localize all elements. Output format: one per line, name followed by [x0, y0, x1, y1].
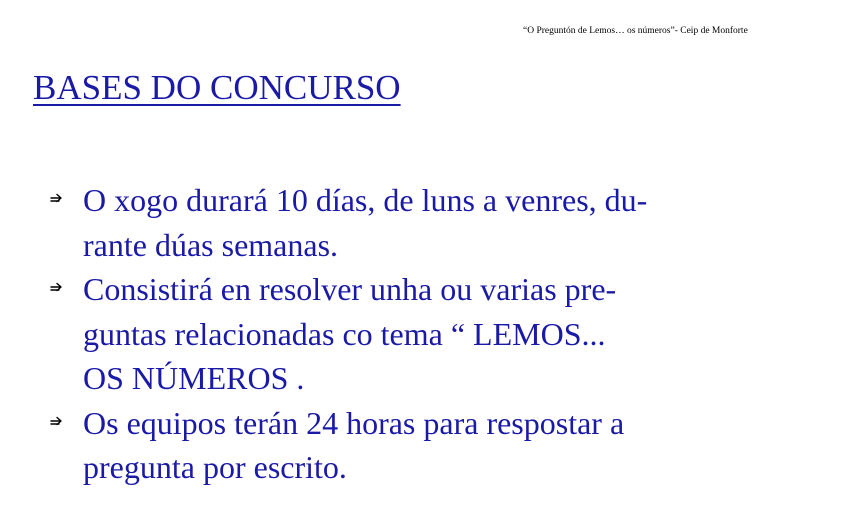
rule-text-line: Os equipos terán 24 horas para respostar a [83, 404, 625, 441]
page-title: BASES DO CONCURSO [33, 68, 401, 107]
list-item [50, 267, 810, 401]
rule-text-line: O xogo durará 10 días, de luns a venres, du- [83, 182, 648, 218]
rule-text-line: pregunta por escrito. [83, 449, 347, 485]
rule-text-line: OS NÚMEROS . [83, 360, 305, 396]
rule-text-line: rante dúas semanas. [83, 226, 339, 263]
list-item [50, 178, 810, 267]
rule-text-line: guntas relacionadas co tema “ LEMOS... [83, 315, 606, 352]
arrow-right-icon [50, 414, 64, 428]
list-item [50, 401, 810, 490]
arrow-right-icon [50, 280, 64, 294]
arrow-right-icon [50, 191, 64, 205]
rule-text-line: Consistirá en resolver unha ou varias pre- [83, 271, 617, 307]
rules-list [50, 178, 810, 490]
header-note: “O Preguntón de Lemos… os números”- Ceip de Monforte [523, 26, 748, 36]
